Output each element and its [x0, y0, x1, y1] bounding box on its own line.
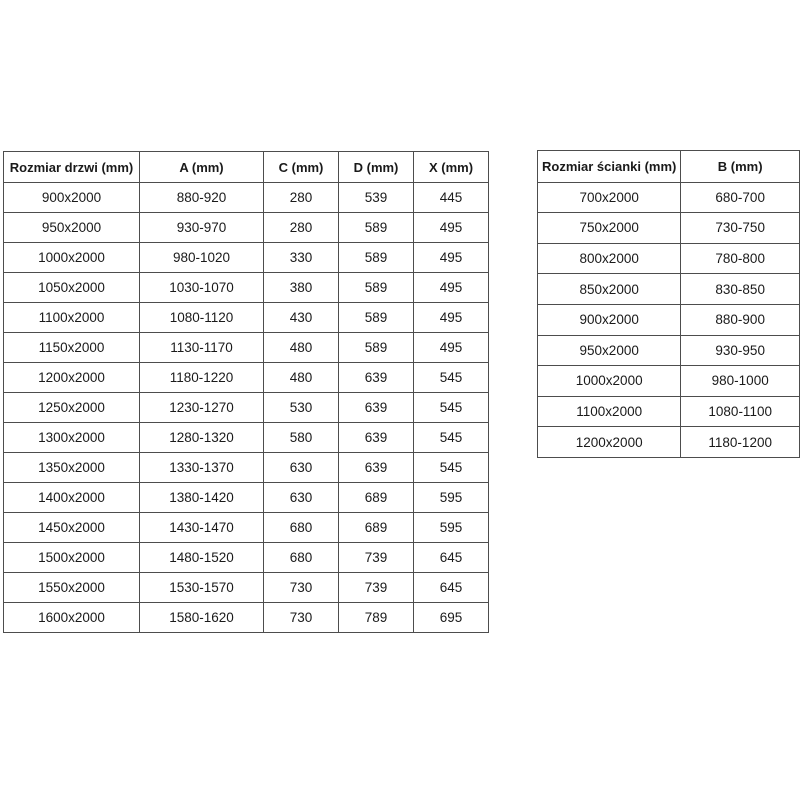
table-cell: 589 [339, 303, 414, 333]
table-cell: 445 [414, 183, 489, 213]
table-cell: 1180-1200 [681, 427, 800, 458]
table-cell: 645 [414, 573, 489, 603]
table-cell: 280 [264, 213, 339, 243]
table-cell: 750x2000 [538, 213, 681, 244]
table-cell: 900x2000 [538, 304, 681, 335]
table-cell: 539 [339, 183, 414, 213]
door-sizes-table [3, 151, 489, 633]
table-row [4, 213, 489, 243]
table-cell: 980-1020 [140, 243, 264, 273]
table-cell: 480 [264, 333, 339, 363]
table-cell: 1200x2000 [538, 427, 681, 458]
table-cell: 730-750 [681, 213, 800, 244]
table-cell: 850x2000 [538, 274, 681, 305]
table-cell: 800x2000 [538, 243, 681, 274]
table-cell: 589 [339, 243, 414, 273]
table-cell: 589 [339, 213, 414, 243]
table-cell: 639 [339, 363, 414, 393]
wall-sizes-table [537, 150, 800, 458]
column-header: C (mm) [264, 152, 339, 183]
table-cell: 1080-1100 [681, 396, 800, 427]
table-row [4, 483, 489, 513]
table-row [538, 182, 800, 213]
table-cell: 630 [264, 453, 339, 483]
table-row [538, 274, 800, 305]
table-cell: 1280-1320 [140, 423, 264, 453]
table-row [4, 543, 489, 573]
table-cell: 1230-1270 [140, 393, 264, 423]
table-cell: 700x2000 [538, 182, 681, 213]
table-row [538, 335, 800, 366]
table-cell: 545 [414, 453, 489, 483]
table-cell: 730 [264, 573, 339, 603]
table-cell: 1400x2000 [4, 483, 140, 513]
table-row [4, 303, 489, 333]
table-row [4, 183, 489, 213]
table-cell: 480 [264, 363, 339, 393]
table-cell: 1080-1120 [140, 303, 264, 333]
wall-table-header-row [538, 151, 800, 183]
table-cell: 1130-1170 [140, 333, 264, 363]
table-cell: 639 [339, 423, 414, 453]
table-cell: 1530-1570 [140, 573, 264, 603]
table-row [4, 363, 489, 393]
table-cell: 1000x2000 [4, 243, 140, 273]
table-cell: 495 [414, 243, 489, 273]
table-cell: 680-700 [681, 182, 800, 213]
table-row [538, 304, 800, 335]
table-cell: 830-850 [681, 274, 800, 305]
table-cell: 1150x2000 [4, 333, 140, 363]
table-cell: 980-1000 [681, 366, 800, 397]
table-cell: 1350x2000 [4, 453, 140, 483]
table-cell: 900x2000 [4, 183, 140, 213]
table-cell: 495 [414, 213, 489, 243]
table-cell: 630 [264, 483, 339, 513]
table-cell: 789 [339, 603, 414, 633]
table-cell: 330 [264, 243, 339, 273]
table-cell: 545 [414, 423, 489, 453]
table-cell: 1500x2000 [4, 543, 140, 573]
table-cell: 1330-1370 [140, 453, 264, 483]
table-cell: 530 [264, 393, 339, 423]
table-row [538, 243, 800, 274]
table-row [4, 333, 489, 363]
table-cell: 1600x2000 [4, 603, 140, 633]
table-cell: 1550x2000 [4, 573, 140, 603]
table-cell: 495 [414, 273, 489, 303]
table-cell: 689 [339, 483, 414, 513]
table-cell: 1380-1420 [140, 483, 264, 513]
table-row [4, 603, 489, 633]
table-cell: 695 [414, 603, 489, 633]
column-header: A (mm) [140, 152, 264, 183]
table-cell: 1300x2000 [4, 423, 140, 453]
table-row [4, 423, 489, 453]
table-cell: 930-970 [140, 213, 264, 243]
table-cell: 950x2000 [538, 335, 681, 366]
table-row [4, 513, 489, 543]
column-header: Rozmiar drzwi (mm) [4, 152, 140, 183]
table-cell: 1100x2000 [538, 396, 681, 427]
table-cell: 280 [264, 183, 339, 213]
door-table-header-row [4, 152, 489, 183]
table-cell: 1580-1620 [140, 603, 264, 633]
table-cell: 495 [414, 333, 489, 363]
table-cell: 1180-1220 [140, 363, 264, 393]
table-cell: 1430-1470 [140, 513, 264, 543]
table-cell: 380 [264, 273, 339, 303]
table-cell: 545 [414, 363, 489, 393]
table-cell: 739 [339, 573, 414, 603]
table-cell: 1030-1070 [140, 273, 264, 303]
table-cell: 739 [339, 543, 414, 573]
table-cell: 1480-1520 [140, 543, 264, 573]
table-cell: 430 [264, 303, 339, 333]
table-cell: 730 [264, 603, 339, 633]
table-cell: 950x2000 [4, 213, 140, 243]
column-header: B (mm) [681, 151, 800, 183]
column-header: D (mm) [339, 152, 414, 183]
table-cell: 780-800 [681, 243, 800, 274]
table-cell: 1000x2000 [538, 366, 681, 397]
table-row [538, 396, 800, 427]
table-row [4, 243, 489, 273]
table-cell: 639 [339, 393, 414, 423]
table-row [4, 273, 489, 303]
table-cell: 589 [339, 273, 414, 303]
table-cell: 545 [414, 393, 489, 423]
table-row [4, 393, 489, 423]
table-row [4, 453, 489, 483]
table-cell: 1200x2000 [4, 363, 140, 393]
table-cell: 930-950 [681, 335, 800, 366]
table-cell: 880-900 [681, 304, 800, 335]
table-cell: 1100x2000 [4, 303, 140, 333]
table-row [538, 213, 800, 244]
table-cell: 880-920 [140, 183, 264, 213]
table-cell: 645 [414, 543, 489, 573]
table-cell: 1050x2000 [4, 273, 140, 303]
table-row [4, 573, 489, 603]
table-cell: 680 [264, 543, 339, 573]
table-cell: 495 [414, 303, 489, 333]
table-cell: 595 [414, 483, 489, 513]
table-cell: 1250x2000 [4, 393, 140, 423]
table-cell: 639 [339, 453, 414, 483]
table-cell: 689 [339, 513, 414, 543]
column-header: X (mm) [414, 152, 489, 183]
table-row [538, 366, 800, 397]
table-cell: 680 [264, 513, 339, 543]
column-header: Rozmiar ścianki (mm) [538, 151, 681, 183]
table-cell: 1450x2000 [4, 513, 140, 543]
table-cell: 595 [414, 513, 489, 543]
table-cell: 589 [339, 333, 414, 363]
table-row [538, 427, 800, 458]
table-cell: 580 [264, 423, 339, 453]
